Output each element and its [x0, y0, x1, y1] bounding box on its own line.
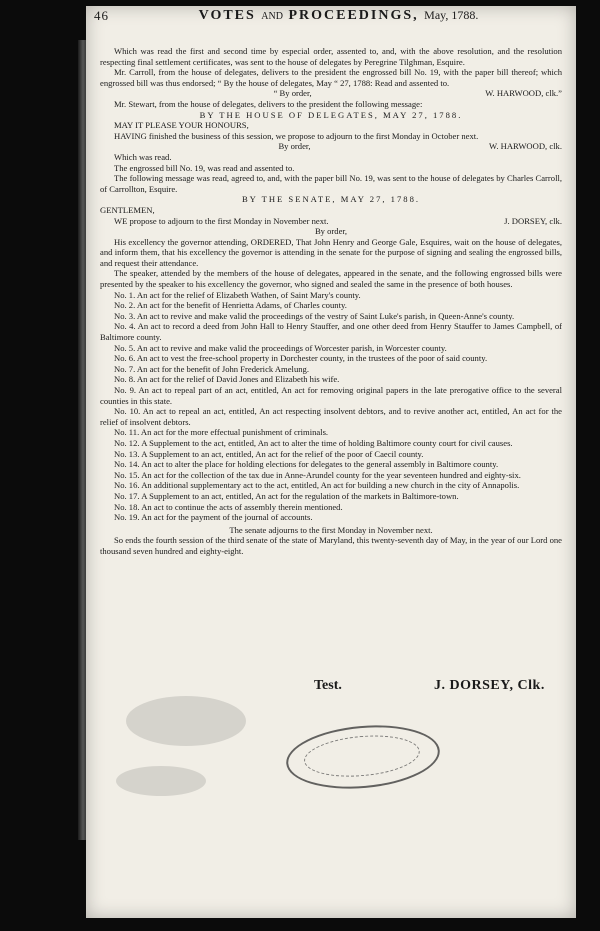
title-date: May, 1788. [424, 8, 479, 22]
paragraph: The speaker, attended by the members of the house of delegates, appeared in the senate, and the following engrossed bills were presented by the speaker to his excellency the governor, who signed and sealed the same in the presence of both houses. [100, 268, 562, 290]
title-and: AND [261, 11, 283, 22]
list-item: No. 3. An act to revive and make valid the proceedings of the vestry of Saint Luke's parish, in Queen-Anne's county. [114, 310, 515, 321]
list-item: No. 4. An act to record a deed from John Hall to Henry Stauffer, and one other deed from Henry Stauffer to James Campbell, of Baltimore county. [100, 321, 562, 343]
title-proceedings: PROCEEDINGS, [288, 8, 419, 23]
by-order: By order, [314, 226, 348, 237]
list-item: No. 15. An act for the collection of the tax due in Anne-Arundel county for the year seventeen hundred and eighty-six. [114, 469, 521, 480]
section-heading: BY THE SENATE, MAY 27, 1788. [241, 194, 421, 205]
closing-paragraph: So ends the fourth session of the third senate of the state of Maryland, this twenty-seventh day of May, in the year of our Lord one thousand seven hundred and eighty-eight. [100, 535, 562, 556]
list-item: No. 6. An act to vest the free-school property in Dorchester county, in the trustees of the poor of said county. [114, 353, 488, 364]
title-votes: VOTES [198, 8, 256, 23]
signature: J. DORSEY, clk. [504, 215, 562, 226]
list-item: No. 14. An act to alter the place for holding elections for delegates to the general assembly in Baltimore county. [114, 459, 499, 470]
signature: W. HARWOOD, clk. [489, 141, 562, 152]
paragraph: His excellency the governor attending, ORDERED, That John Henry and George Gale, Esquires, wait on the house of delegates, and inform them, that his excellency the governor is attending in the senate for the purpose of signing and sealing the engrossed bills, and request their attendance. [100, 236, 562, 268]
list-item: No. 10. An act to repeal an act, entitled, An act respecting insolvent debtors, and to revive another act, entitled, An act for the relief of insolvent debtors. [100, 406, 562, 427]
paragraph: Which was read. [114, 151, 172, 162]
paragraph: Which was read the first and second time by especial order, assented to, and, with the above resolution, and the resolution respecting final settlement certificates, was sent to the house of delegates by Peregrine Tilghman, Esquire. [100, 46, 562, 67]
by-order: “ By order, [273, 88, 312, 99]
page-number: 46 [94, 8, 109, 23]
signature: W. HARWOOD, clk.” [485, 88, 562, 99]
by-order: By order, [278, 141, 311, 152]
salutation: MAY IT PLEASE YOUR HONOURS, [114, 120, 249, 131]
document-body [100, 46, 562, 557]
list-item: No. 1. An act for the relief of Elizabeth Wathen, of Saint Mary's county. [114, 289, 361, 300]
list-item: No. 9. An act to repeal part of an act, entitled, An act for removing original papers in the late prerogative office to the several counties in this state. [100, 385, 562, 406]
paragraph: WE propose to adjourn to the first Monday in November next. [114, 215, 329, 226]
list-item: No. 12. A Supplement to the act, entitled, An act to alter the time of holding Baltimore county court for civil causes. [114, 437, 513, 448]
list-item: No. 18. An act to continue the acts of assembly therein mentioned. [114, 501, 343, 512]
paragraph: Mr. Carroll, from the house of delegates, delivers to the president the engrossed bill No. 19, with the paper bill thereof; which engrossed bill was thus endorsed; “ By the house of delegates, May “ 27, 1788: Read and assented to. [100, 67, 562, 88]
list-item: No. 7. An act for the benefit of John Frederick Amelung. [114, 363, 309, 374]
signature-line [100, 216, 562, 227]
paper-stain [126, 696, 246, 746]
list-item: No. 2. An act for the benefit of Henrietta Adams, of Charles county. [114, 300, 347, 311]
clerk-signature: J. DORSEY, Clk. [434, 678, 545, 693]
list-item: No. 5. An act to revive and make valid the proceedings of Worcester parish, in Worcester county. [114, 342, 447, 353]
paragraph: Mr. Stewart, from the house of delegates, delivers to the president the following message: [114, 98, 423, 109]
list-item: No. 11. An act for the more effectual punishment of criminals. [114, 427, 329, 438]
signature-line [100, 88, 562, 99]
list-item: No. 16. An additional supplementary act to the act, entitled, An act for building a new church in the city of Annapolis. [114, 480, 520, 491]
page-header [94, 8, 568, 24]
test-label: Test. [314, 678, 342, 693]
list-item: No. 13. A Supplement to an act, entitled, An act for the relief of the poor of Caecil county. [114, 448, 424, 459]
signature-line [100, 141, 562, 152]
paragraph: The following message was read, agreed to, and, with the paper bill No. 19, was sent to the house of delegates by Charles Carroll, of Carrollton, Esquire. [100, 173, 562, 194]
paragraph: HAVING finished the business of this session, we propose to adjourn to the first Monday in October next. [114, 130, 479, 141]
document-page [86, 6, 576, 918]
adjournment-line: The senate adjourns to the first Monday in November next. [229, 524, 433, 535]
list-item: No. 19. An act for the payment of the journal of accounts. [114, 512, 313, 523]
list-item: No. 8. An act for the relief of David Jones and Elizabeth his wife. [114, 374, 340, 385]
paper-stain [116, 766, 206, 796]
bill-list [100, 290, 562, 523]
page-title [109, 8, 568, 24]
section-heading: BY THE HOUSE OF DELEGATES, MAY 27, 1788. [199, 109, 463, 120]
library-stamp-seal [284, 719, 443, 794]
paragraph: The engrossed bill No. 19, was read and assented to. [114, 162, 295, 173]
list-item: No. 17. A Supplement to an act, entitled, An act for the regulation of the markets in Baltimore-town. [114, 490, 459, 501]
salutation: GENTLEMEN, [100, 204, 155, 215]
